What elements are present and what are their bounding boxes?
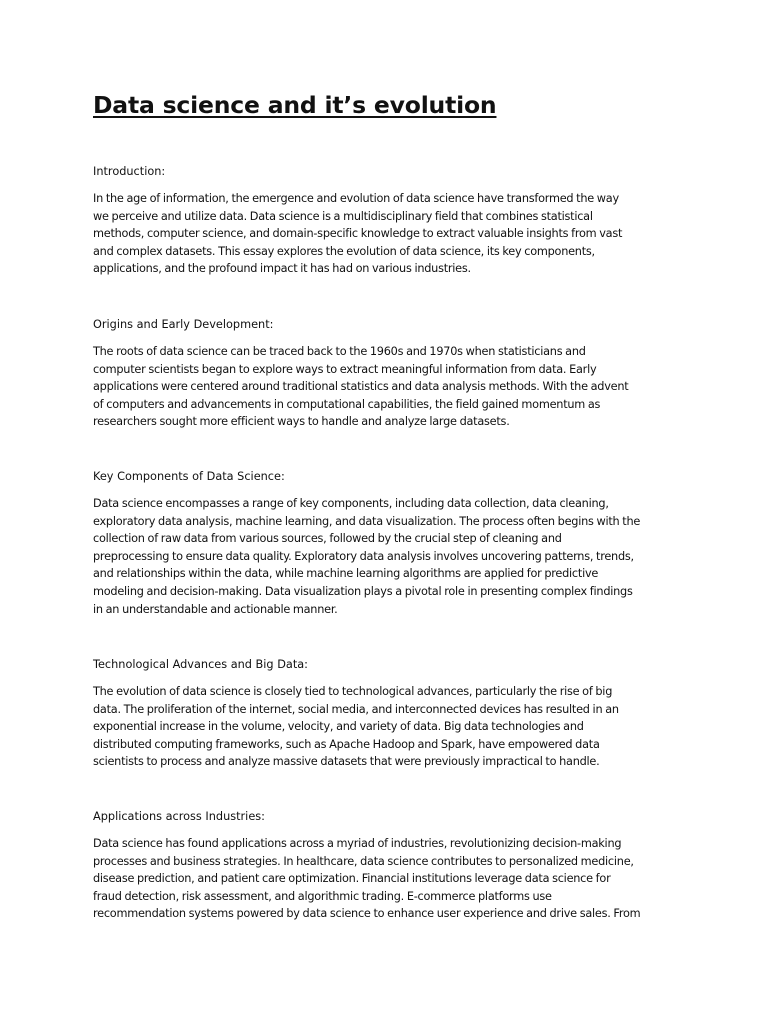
paragraph-line: collection of raw data from various sources, followed by the crucial step of cleaning and <box>93 532 562 546</box>
paragraph-line: Data science encompasses a range of key components, including data collection, data cleaning, <box>93 497 609 510</box>
section-paragraph <box>93 835 640 923</box>
paragraph-line: exploratory data analysis, machine learning, and data visualization. The process often begins with the <box>93 514 641 528</box>
paragraph-line: applications were centered around traditional statistics and data analysis methods. With the advent <box>93 380 629 394</box>
paragraph-line: preprocessing to ensure data quality. Exploratory data analysis involves uncovering patterns, trends, <box>93 549 634 563</box>
paragraph-line: recommendation systems powered by data science to enhance user experience and drive sales. From <box>93 907 641 921</box>
paragraph-line: in an understandable and actionable manner. <box>93 602 338 616</box>
paragraph-line: applications, and the profound impact it has had on various industries. <box>93 262 471 276</box>
section-heading: Applications across Industries: <box>93 810 265 823</box>
section-paragraph <box>93 495 640 618</box>
section-heading: Technological Advances and Big Data: <box>93 658 308 671</box>
section-paragraph <box>93 190 622 278</box>
section-heading: Origins and Early Development: <box>93 318 274 331</box>
paragraph-line: Data science has found applications across a myriad of industries, revolutionizing decision-making <box>93 837 622 850</box>
paragraph-line: exponential increase in the volume, velocity, and variety of data. Big data technologies and <box>93 720 584 734</box>
section-paragraph <box>93 683 619 771</box>
document-title: Data science and it’s evolution <box>93 91 497 119</box>
paragraph-line: researchers sought more efficient ways to handle and analyze large datasets. <box>93 415 510 429</box>
paragraph-line: fraud detection, risk assessment, and algorithmic trading. E-commerce platforms use <box>93 889 552 903</box>
paragraph-line: The roots of data science can be traced back to the 1960s and 1970s when statisticians and <box>93 345 586 358</box>
paragraph-line: distributed computing frameworks, such as Apache Hadoop and Spark, have empowered data <box>93 737 600 751</box>
document-page <box>93 88 683 921</box>
paragraph-line: The evolution of data science is closely tied to technological advances, particularly the rise of big <box>93 685 613 698</box>
paragraph-line: disease prediction, and patient care optimization. Financial institutions leverage data science for <box>93 872 611 886</box>
paragraph-line: scientists to process and analyze massive datasets that were previously impractical to handle. <box>93 755 600 769</box>
section-heading: Introduction: <box>93 165 166 178</box>
paragraph-line: computer scientists began to explore ways to extract meaningful information from data. Early <box>93 362 597 376</box>
section-paragraph <box>93 343 628 431</box>
paragraph-line: data. The proliferation of the internet, social media, and interconnected devices has resulted in an <box>93 702 619 716</box>
paragraph-line: we perceive and utilize data. Data science is a multidisciplinary field that combines statistical <box>93 209 593 223</box>
paragraph-line: methods, computer science, and domain-specific knowledge to extract valuable insights from vast <box>93 227 623 241</box>
paragraph-line: of computers and advancements in computational capabilities, the field gained momentum as <box>93 397 601 411</box>
paragraph-line: and complex datasets. This essay explores the evolution of data science, its key components, <box>93 244 595 258</box>
paragraph-line: In the age of information, the emergence and evolution of data science have transformed the way <box>93 192 619 205</box>
paragraph-line: modeling and decision-making. Data visualization plays a pivotal role in presenting complex findings <box>93 584 633 598</box>
paragraph-line: and relationships within the data, while machine learning algorithms are applied for predictive <box>93 567 599 581</box>
section-heading: Key Components of Data Science: <box>93 470 285 483</box>
paragraph-line: processes and business strategies. In healthcare, data science contributes to personalized medicine, <box>93 854 634 868</box>
